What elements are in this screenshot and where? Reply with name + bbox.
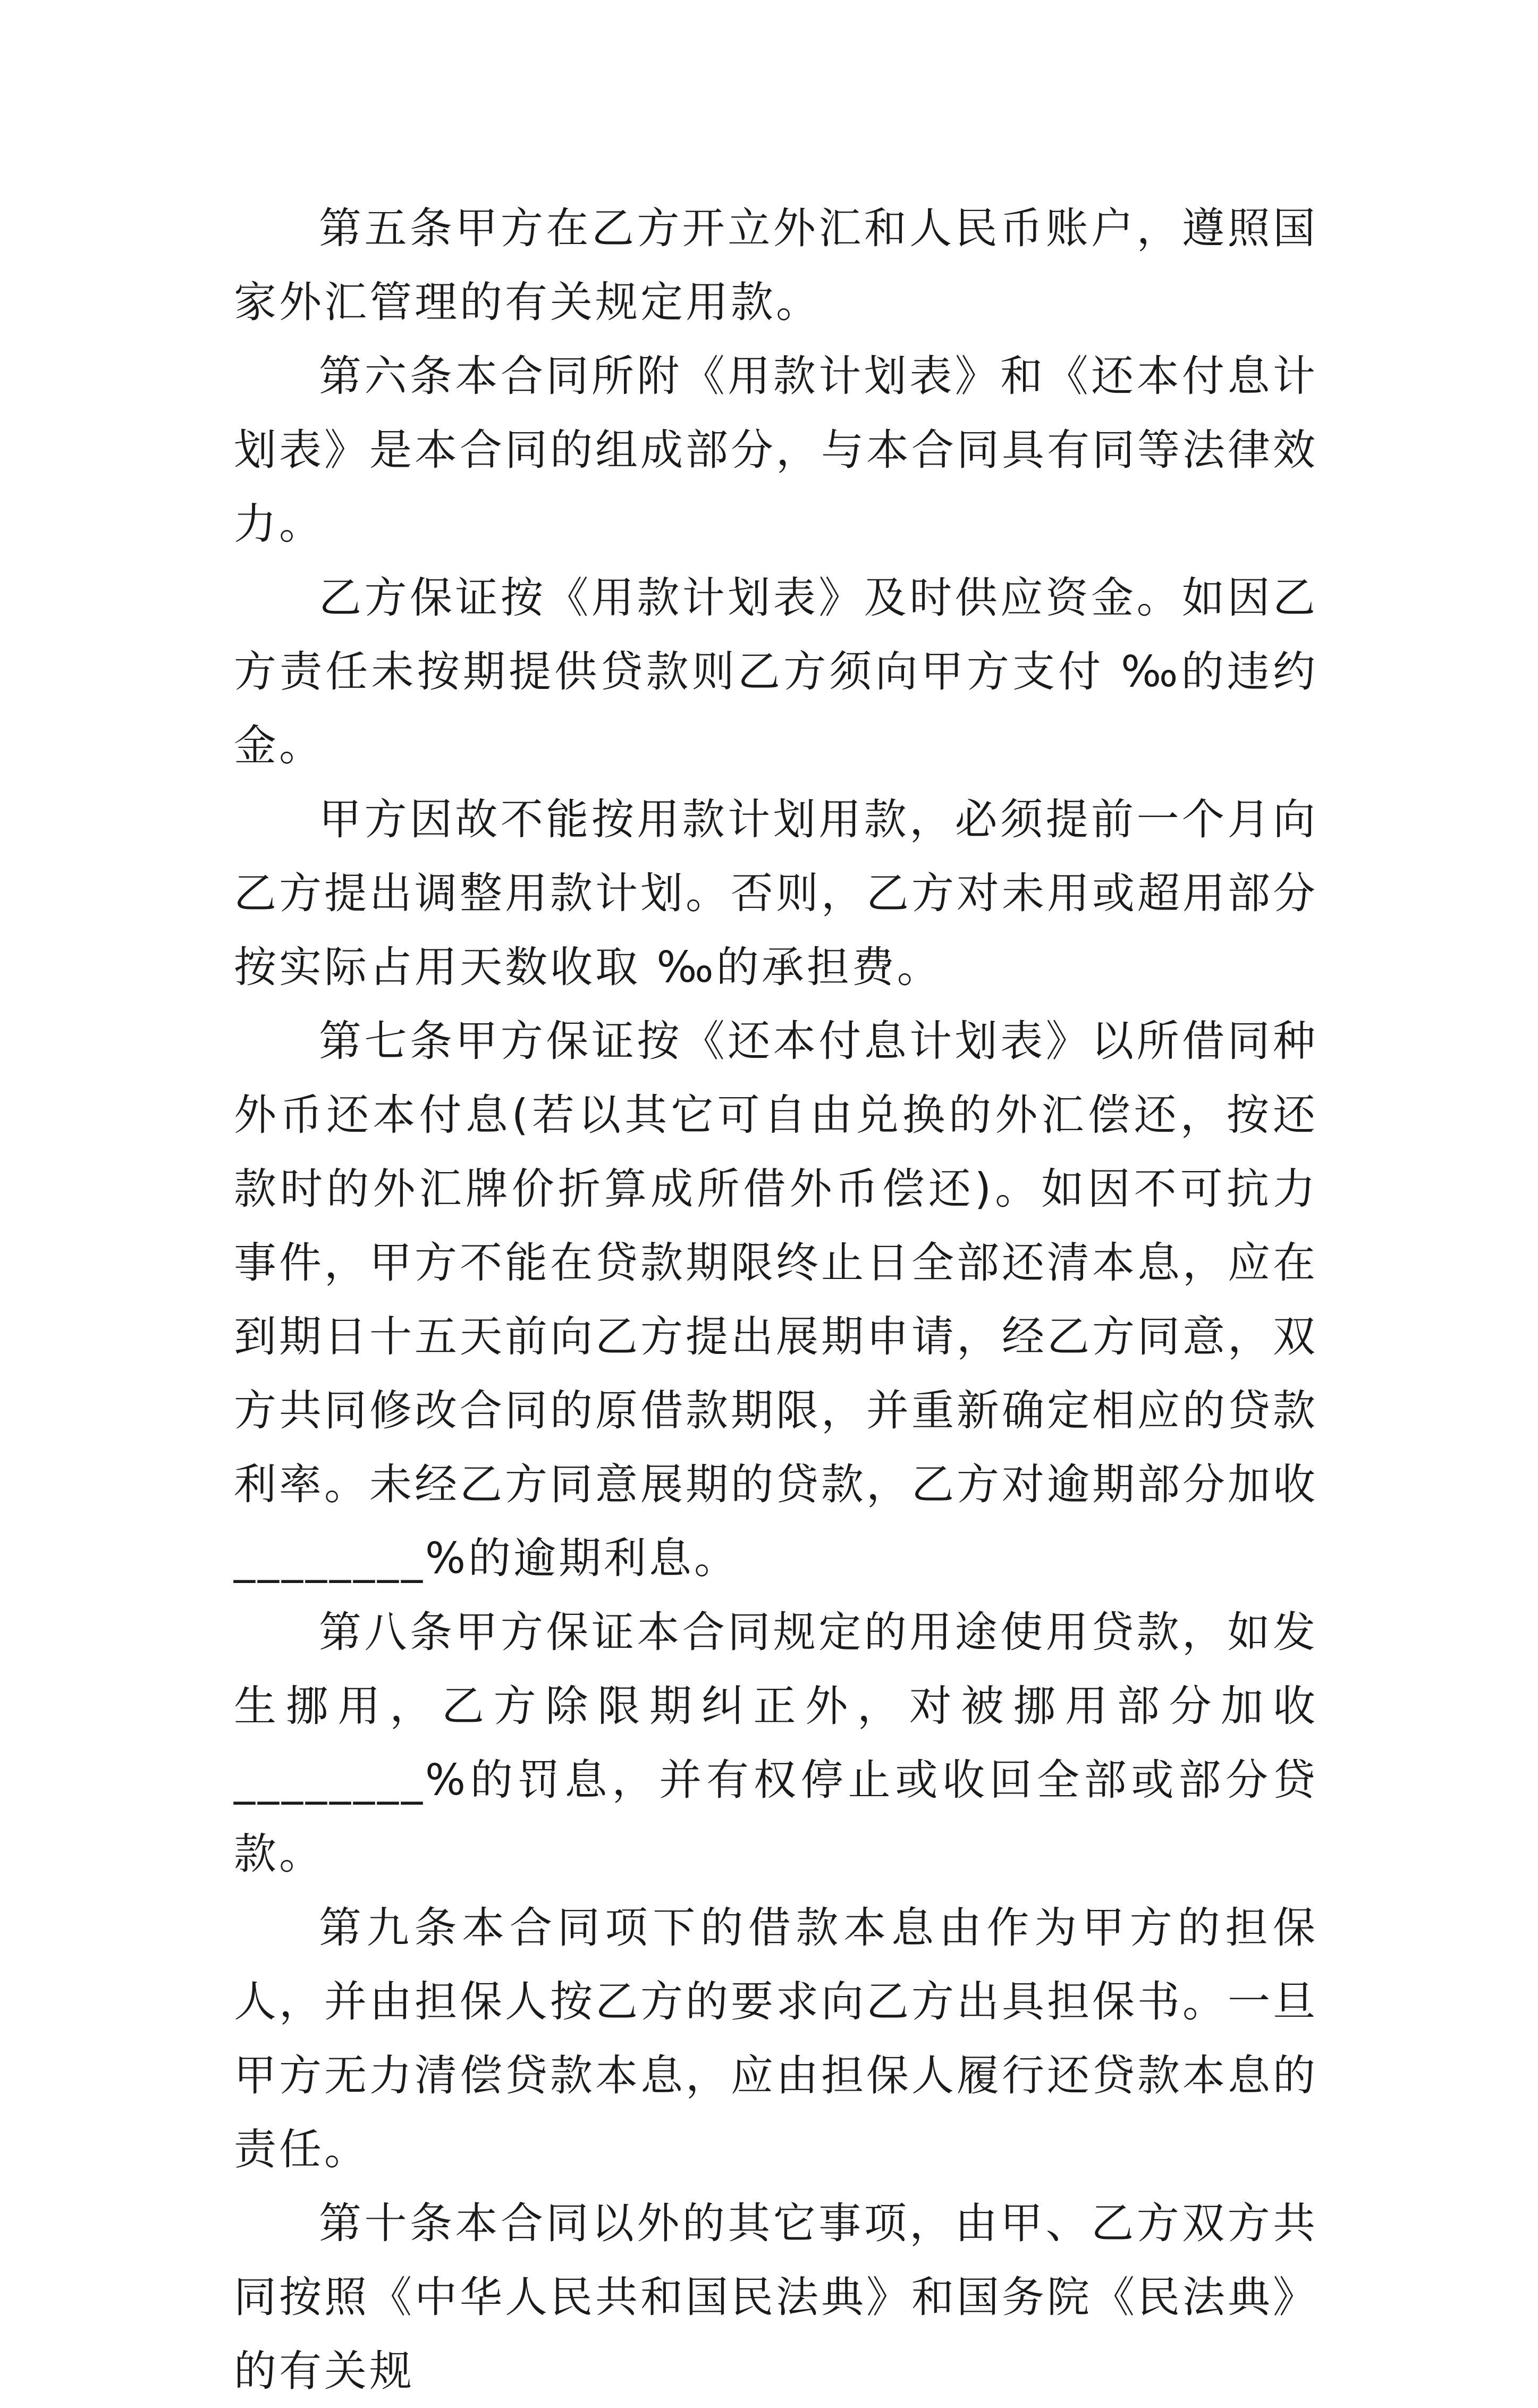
clause-8-paragraph: 第八条甲方保证本合同规定的用途使用贷款，如发生挪用，乙方除限期纠正外，对被挪用部分加收 ________%的罚息，并有权停止或收回全部或部分贷款。 xyxy=(234,1607,1334,1879)
supply-guarantee-paragraph: 乙方保证按《用款计划表》及时供应资金。如因乙方责任未按期提供贷款则乙方须向甲方支付 ‰的违约金。 xyxy=(234,573,1318,770)
contract-body xyxy=(234,191,1334,2408)
clause-10-paragraph: 第十条本合同以外的其它事项，由甲、乙方双方共同按照《中华人民共和国民法典》和国务院《民法典》的有关规 xyxy=(234,2199,1318,2396)
clause-6-paragraph: 第六条本合同所附《用款计划表》和《还本付息计划表》是本合同的组成部分，与本合同具有同等法律效力。 xyxy=(234,351,1318,549)
clause-7-paragraph: 第七条甲方保证按《还本付息计划表》以所借同种外币还本付息(若以其它可自由兑换的外汇偿还，按还款时的外汇牌价折算成所借外币偿还)。如因不可抗力事件，甲方不能在贷款期限终止日全部还清本息，应在到期日十五天前向乙方提出展期申请，经乙方同意，双方共同修改合同的原借款期限，并重新确定相应的贷款利率。未经乙方同意展期的贷款，乙方对逾期部分加收 ________%的逾期利息。 xyxy=(234,1016,1334,1583)
clause-9-paragraph: 第九条本合同项下的借款本息由作为甲方的担保人，并由担保人按乙方的要求向乙方出具担保书。一旦甲方无力清偿贷款本息，应由担保人履行还贷款本息的责任。 xyxy=(234,1903,1318,2174)
plan-adjustment-paragraph: 甲方因故不能按用款计划用款，必须提前一个月向乙方提出调整用款计划。否则，乙方对未用或超用部分按实际占用天数收取 ‰的承担费。 xyxy=(234,795,1318,992)
clause-5-paragraph: 第五条甲方在乙方开立外汇和人民币账户，遵照国家外汇管理的有关规定用款。 xyxy=(234,204,1318,327)
